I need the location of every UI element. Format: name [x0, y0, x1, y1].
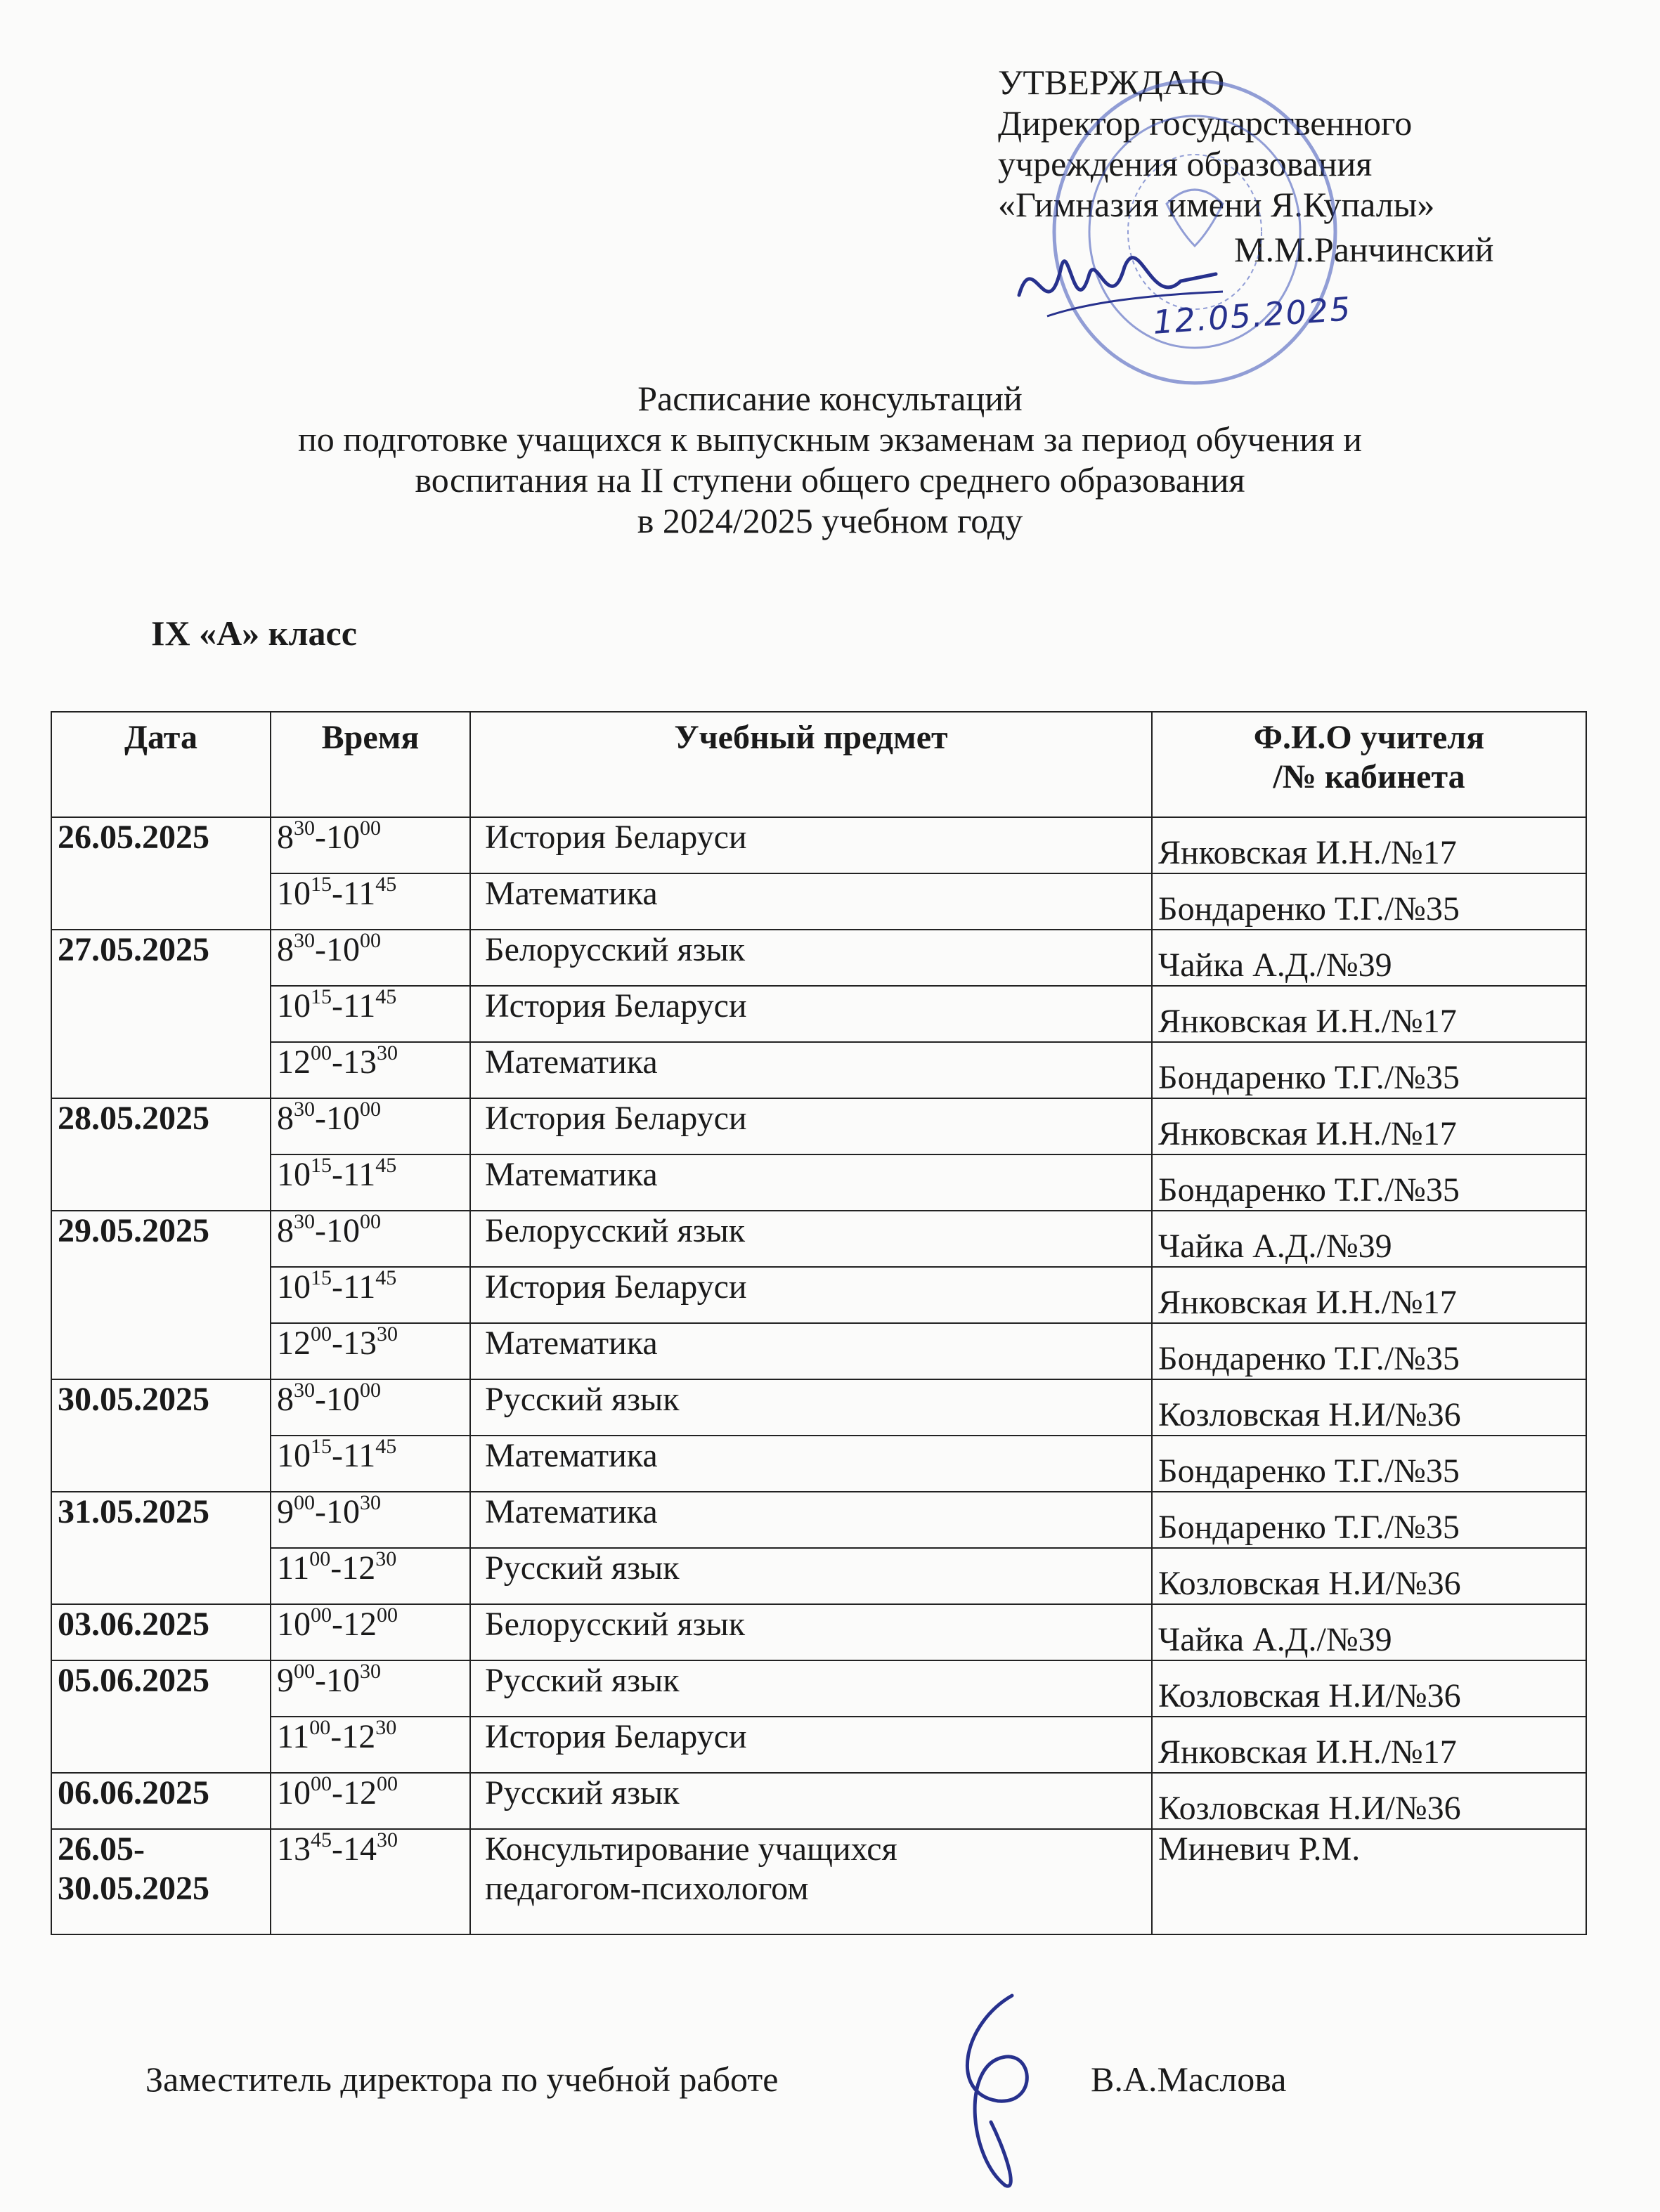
- footer-signer-name: В.А.Маслова: [1091, 2060, 1287, 2099]
- time-end-minutes: 30: [359, 1660, 381, 1683]
- table-row: [51, 1267, 1586, 1323]
- subject-line-1: Консультирование учащихся: [485, 1830, 897, 1868]
- table-row: [51, 1829, 1586, 1934]
- time-end-hour: -10: [315, 1212, 360, 1249]
- time-start-minutes: 00: [309, 1547, 331, 1570]
- time-start-minutes: 30: [294, 1098, 315, 1121]
- time-end-hour: -10: [315, 819, 360, 856]
- title-line-1: Расписание консультаций: [637, 379, 1023, 418]
- date-cell: 05.06.2025: [51, 1660, 271, 1773]
- title-line-4: в 2024/2025 учебном году: [637, 501, 1023, 540]
- subject-cell: Математика: [470, 1323, 1152, 1379]
- time-start-hour: 8: [277, 819, 294, 856]
- date-range-end: 30.05.2025: [58, 1870, 209, 1907]
- teacher-cell: Бондаренко Т.Г./№35: [1152, 1042, 1586, 1098]
- time-end-hour: -12: [330, 1549, 376, 1587]
- subject-cell: Русский язык: [470, 1379, 1152, 1436]
- title-line-3: воспитания на II ступени общего среднего образования: [415, 460, 1245, 500]
- date-cell: 29.05.2025: [51, 1211, 271, 1379]
- subject-cell: Математика: [470, 1436, 1152, 1492]
- time-cell: [271, 1154, 470, 1211]
- time-end-minutes: 45: [375, 1266, 397, 1289]
- footer-position: Заместитель директора по учебной работе: [145, 2060, 779, 2099]
- time-cell: [271, 1211, 470, 1267]
- time-start-hour: 10: [277, 1606, 311, 1643]
- header-teacher: [1152, 712, 1586, 817]
- time-end-hour: -13: [332, 1043, 377, 1081]
- teacher-cell: Чайка А.Д./№39: [1152, 1211, 1586, 1267]
- time-start-minutes: 15: [311, 1266, 332, 1289]
- time-end-minutes: 00: [359, 929, 381, 952]
- time-start-minutes: 00: [311, 1772, 332, 1795]
- time-end-hour: -10: [315, 1381, 360, 1418]
- time-start-hour: 10: [277, 1156, 311, 1193]
- time-end-minutes: 00: [376, 1603, 398, 1627]
- table-row: [51, 1379, 1586, 1436]
- subject-cell: Математика: [470, 873, 1152, 930]
- time-start-hour: 10: [277, 1437, 311, 1474]
- time-cell: [271, 1267, 470, 1323]
- teacher-cell: Янковская И.Н./№17: [1152, 1098, 1586, 1154]
- time-start-minutes: 45: [311, 1828, 332, 1852]
- time-start-hour: 11: [277, 1718, 310, 1755]
- subject-cell: История Беларуси: [470, 1267, 1152, 1323]
- time-cell: [271, 873, 470, 930]
- teacher-cell: Миневич Р.М.: [1152, 1829, 1586, 1934]
- time-start-hour: 11: [277, 1549, 310, 1587]
- table-row: [51, 1211, 1586, 1267]
- date-cell: 28.05.2025: [51, 1098, 271, 1211]
- time-cell: [271, 1548, 470, 1604]
- time-start-hour: 8: [277, 1212, 294, 1249]
- table-row: [51, 1154, 1586, 1211]
- time-cell: [271, 1098, 470, 1154]
- teacher-cell: Чайка А.Д./№39: [1152, 930, 1586, 986]
- subject-cell: История Беларуси: [470, 1098, 1152, 1154]
- time-end-minutes: 30: [359, 1491, 381, 1514]
- teacher-cell: Янковская И.Н./№17: [1152, 1267, 1586, 1323]
- date-cell: 30.05.2025: [51, 1379, 271, 1492]
- time-end-hour: -10: [315, 1493, 360, 1530]
- date-cell: 27.05.2025: [51, 930, 271, 1098]
- table-row: [51, 1042, 1586, 1098]
- subject-cell: Белорусский язык: [470, 1211, 1152, 1267]
- time-start-minutes: 15: [311, 1435, 332, 1458]
- time-end-hour: -11: [332, 1437, 376, 1474]
- table-row: [51, 1773, 1586, 1829]
- time-start-minutes: 30: [294, 817, 315, 840]
- teacher-cell: Бондаренко Т.Г./№35: [1152, 1492, 1586, 1548]
- time-end-minutes: 30: [375, 1716, 397, 1739]
- time-start-hour: 12: [277, 1043, 311, 1081]
- teacher-cell: Янковская И.Н./№17: [1152, 986, 1586, 1042]
- time-end-hour: -10: [315, 1100, 360, 1137]
- header-teacher-line-2: /№ кабинета: [1273, 758, 1465, 795]
- approval-position-line-1: Директор государственного: [998, 103, 1413, 143]
- time-start-minutes: 30: [294, 1210, 315, 1233]
- time-end-hour: -10: [315, 931, 360, 968]
- header-time: Время: [271, 712, 470, 817]
- time-start-minutes: 00: [294, 1491, 315, 1514]
- date-cell: [51, 1829, 271, 1934]
- approval-heading: УТВЕРЖДАЮ: [998, 63, 1225, 102]
- time-cell: [271, 1604, 470, 1660]
- teacher-cell: Янковская И.Н./№17: [1152, 1717, 1586, 1773]
- time-cell: [271, 1660, 470, 1717]
- time-start-hour: 13: [277, 1830, 311, 1868]
- table-row: [51, 1323, 1586, 1379]
- time-end-minutes: 00: [376, 1772, 398, 1795]
- title-line-2: по подготовке учащихся к выпускным экзаменам за период обучения и: [298, 419, 1362, 459]
- teacher-cell: Козловская Н.И/№36: [1152, 1548, 1586, 1604]
- time-start-hour: 10: [277, 987, 311, 1024]
- time-end-hour: -11: [332, 1268, 376, 1306]
- approval-position-line-3: «Гимназия имени Я.Купалы»: [998, 185, 1435, 224]
- time-end-hour: -12: [332, 1606, 377, 1643]
- table-row: [51, 986, 1586, 1042]
- time-end-minutes: 30: [375, 1547, 397, 1570]
- time-end-minutes: 30: [376, 1828, 398, 1852]
- time-start-minutes: 00: [311, 1041, 332, 1065]
- time-start-minutes: 00: [309, 1716, 331, 1739]
- time-start-minutes: 15: [311, 873, 332, 896]
- time-start-hour: 12: [277, 1325, 311, 1362]
- time-end-minutes: 45: [375, 1154, 397, 1177]
- subject-cell: Русский язык: [470, 1548, 1152, 1604]
- teacher-cell: Бондаренко Т.Г./№35: [1152, 1323, 1586, 1379]
- teacher-cell: Козловская Н.И/№36: [1152, 1660, 1586, 1717]
- subject-cell: Белорусский язык: [470, 1604, 1152, 1660]
- time-end-minutes: 45: [375, 873, 397, 896]
- time-start-minutes: 15: [311, 1154, 332, 1177]
- subject-cell: Белорусский язык: [470, 930, 1152, 986]
- time-start-hour: 10: [277, 875, 311, 912]
- teacher-cell: Чайка А.Д./№39: [1152, 1604, 1586, 1660]
- date-cell: 06.06.2025: [51, 1773, 271, 1829]
- time-end-minutes: 00: [359, 817, 381, 840]
- time-cell: [271, 1436, 470, 1492]
- subject-cell: Русский язык: [470, 1660, 1152, 1717]
- subject-cell: История Беларуси: [470, 986, 1152, 1042]
- time-end-hour: -13: [332, 1325, 377, 1362]
- table-row: [51, 873, 1586, 930]
- header-teacher-line-1: Ф.И.О учителя: [1253, 719, 1485, 756]
- table-row: [51, 930, 1586, 986]
- time-end-minutes: 30: [376, 1041, 398, 1065]
- teacher-cell: Бондаренко Т.Г./№35: [1152, 1436, 1586, 1492]
- subject-cell: Математика: [470, 1154, 1152, 1211]
- deputy-signature: [921, 1982, 1082, 2199]
- date-cell: 26.05.2025: [51, 817, 271, 930]
- table-row: [51, 1604, 1586, 1660]
- teacher-cell: Козловская Н.И/№36: [1152, 1773, 1586, 1829]
- approval-position-line-2: учреждения образования: [998, 144, 1373, 183]
- time-end-hour: -10: [315, 1662, 360, 1699]
- time-start-hour: 8: [277, 1100, 294, 1137]
- teacher-cell: Бондаренко Т.Г./№35: [1152, 873, 1586, 930]
- time-end-hour: -12: [332, 1774, 377, 1811]
- table-row: [51, 1548, 1586, 1604]
- table-row: [51, 817, 1586, 873]
- teacher-cell: Козловская Н.И/№36: [1152, 1379, 1586, 1436]
- subject-line-2: педагогом-психологом: [485, 1870, 809, 1907]
- table-row: [51, 1717, 1586, 1773]
- date-cell: 03.06.2025: [51, 1604, 271, 1660]
- time-start-minutes: 00: [311, 1603, 332, 1627]
- time-end-hour: -12: [330, 1718, 376, 1755]
- time-cell: [271, 1323, 470, 1379]
- time-end-minutes: 00: [359, 1098, 381, 1121]
- time-end-minutes: 00: [359, 1379, 381, 1402]
- time-start-hour: 10: [277, 1774, 311, 1811]
- class-label: IX «А» класс: [151, 613, 357, 653]
- time-end-hour: -11: [332, 1156, 376, 1193]
- table-header-row: [51, 712, 1586, 817]
- time-start-hour: 10: [277, 1268, 311, 1306]
- document-title: [0, 378, 1660, 541]
- time-start-hour: 8: [277, 931, 294, 968]
- time-cell: [271, 1829, 470, 1934]
- time-start-hour: 8: [277, 1381, 294, 1418]
- time-cell: [271, 817, 470, 873]
- date-cell: 31.05.2025: [51, 1492, 271, 1604]
- date-range-start: 26.05-: [58, 1830, 145, 1868]
- time-cell: [271, 986, 470, 1042]
- stamp-date: 12.05.2025: [1151, 289, 1353, 341]
- schedule-table: [51, 711, 1587, 1935]
- header-subject: Учебный предмет: [470, 712, 1152, 817]
- time-end-minutes: 30: [376, 1322, 398, 1346]
- table-row: [51, 1492, 1586, 1548]
- time-cell: [271, 1717, 470, 1773]
- time-cell: [271, 1042, 470, 1098]
- time-end-hour: -11: [332, 875, 376, 912]
- time-start-minutes: 15: [311, 985, 332, 1008]
- subject-cell: [470, 1829, 1152, 1934]
- time-cell: [271, 930, 470, 986]
- time-start-minutes: 30: [294, 1379, 315, 1402]
- time-end-minutes: 45: [375, 1435, 397, 1458]
- teacher-cell: Янковская И.Н./№17: [1152, 817, 1586, 873]
- subject-cell: Русский язык: [470, 1773, 1152, 1829]
- time-start-minutes: 00: [311, 1322, 332, 1346]
- time-cell: [271, 1379, 470, 1436]
- time-end-hour: -11: [332, 987, 376, 1024]
- time-cell: [271, 1492, 470, 1548]
- subject-cell: Математика: [470, 1042, 1152, 1098]
- table-row: [51, 1436, 1586, 1492]
- time-end-minutes: 45: [375, 985, 397, 1008]
- time-end-minutes: 00: [359, 1210, 381, 1233]
- approval-signer-name: М.М.Ранчинский: [1234, 230, 1494, 269]
- subject-cell: История Беларуси: [470, 1717, 1152, 1773]
- teacher-cell: Бондаренко Т.Г./№35: [1152, 1154, 1586, 1211]
- table-row: [51, 1098, 1586, 1154]
- time-start-hour: 9: [277, 1662, 294, 1699]
- time-cell: [271, 1773, 470, 1829]
- time-end-hour: -14: [332, 1830, 377, 1868]
- subject-cell: Математика: [470, 1492, 1152, 1548]
- subject-cell: История Беларуси: [470, 817, 1152, 873]
- time-start-minutes: 00: [294, 1660, 315, 1683]
- table-row: [51, 1660, 1586, 1717]
- header-date: Дата: [51, 712, 271, 817]
- time-start-hour: 9: [277, 1493, 294, 1530]
- time-start-minutes: 30: [294, 929, 315, 952]
